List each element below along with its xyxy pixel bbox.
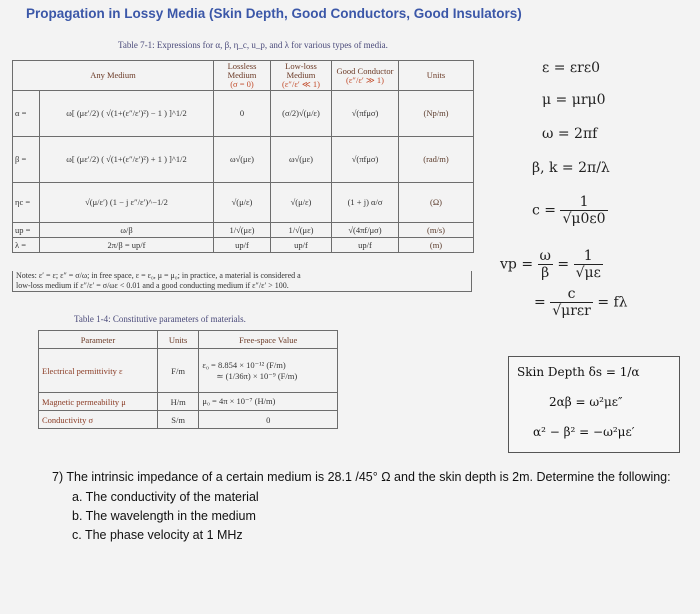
- row-up-lowloss: 1/√(με): [271, 223, 332, 238]
- t14-row-permittivity-value: [199, 349, 338, 393]
- t14-permittivity-value-2: ≃ (1/36π) × 10⁻⁹ (F/m): [216, 370, 298, 381]
- header-good-conductor: [332, 61, 399, 91]
- row-eta-units: (Ω): [399, 183, 474, 223]
- t14-row-permittivity-param: Electrical permittivity ε: [39, 349, 158, 393]
- header-lowloss-label: Low-loss Medium: [285, 61, 317, 81]
- header-lowloss: [271, 61, 332, 91]
- t14-row-conductivity-param: Conductivity σ: [39, 411, 158, 429]
- eq-c-fraction: [560, 194, 607, 227]
- eq-vp2-den: √μrεr: [552, 303, 591, 319]
- row-up-any: ω/β: [40, 223, 214, 238]
- notes-line-1: Notes: ε′ = ε; ε″ = σ/ω; in free space, ε = ε₀, μ = μ₀; in practice, a material is considered a: [16, 271, 301, 280]
- t14-row-conductivity-value: 0: [199, 411, 338, 429]
- row-alpha-lossless: 0: [214, 91, 271, 137]
- row-alpha-units: (Np/m): [399, 91, 474, 137]
- row-beta-lowloss: ω√(με): [271, 137, 332, 183]
- t14-header-units: Units: [157, 331, 199, 349]
- notes-line-2: low-loss medium if ε″/ε′ = σ/ωε < 0.01 and a good conducting medium if ε″/ε′ > 100.: [16, 281, 289, 290]
- t14-row-permittivity-units: F/m: [157, 349, 199, 393]
- row-lambda-label: λ =: [13, 238, 40, 253]
- question-7b: b. The wavelength in the medium: [72, 509, 256, 523]
- skin-depth-box: [508, 356, 680, 453]
- t14-row-permeability-param: Magnetic permeability μ: [39, 393, 158, 411]
- eq-vp-f2-num: 1: [574, 248, 603, 265]
- eq-vp2-num: c: [550, 286, 593, 303]
- eq-permeability: μ = μrμ0: [542, 92, 606, 108]
- eq-vp-frac1: [538, 248, 553, 281]
- eq-vp-equals: =: [557, 256, 570, 273]
- eq-c-num: 1: [560, 194, 607, 211]
- row-lambda-units: (m): [399, 238, 474, 253]
- eq-c-lhs: c =: [532, 202, 557, 219]
- row-eta-lowloss: √(μ/ε): [271, 183, 332, 223]
- t14-row-permeability-units: H/m: [157, 393, 199, 411]
- page-title: Propagation in Lossy Media (Skin Depth, Good Conductors, Good Insulators): [26, 6, 522, 21]
- eq-phase-velocity-2: [534, 286, 628, 319]
- eq-wavenumber: β, k = 2π/λ: [532, 160, 610, 176]
- skin-2ab-eq: 2αβ = ω²με″: [549, 395, 623, 409]
- header-units: Units: [399, 61, 474, 91]
- row-up-label: up =: [13, 223, 40, 238]
- row-lambda-lossless: up/f: [214, 238, 271, 253]
- row-eta-any: √(μ/ε′) (1 − j ε″/ε′)^−1/2: [40, 183, 214, 223]
- table-7-1: [12, 60, 474, 253]
- skin-depth-eq: Skin Depth δs = 1/α: [517, 365, 640, 379]
- table-1-4: [38, 330, 338, 429]
- row-lambda-lowloss: up/f: [271, 238, 332, 253]
- header-lowloss-cond: (ε″/ε′ ≪ 1): [282, 78, 320, 89]
- eq-vp-f1-den: β: [541, 265, 550, 281]
- t14-row-conductivity-units: S/m: [157, 411, 199, 429]
- t14-permittivity-value-1: ε₀ = 8.854 × 10⁻¹² (F/m): [202, 359, 286, 370]
- row-up-good: √(4πf/μσ): [332, 223, 399, 238]
- header-good-label: Good Conductor: [336, 65, 394, 76]
- header-lossless: [214, 61, 271, 91]
- row-alpha-good: √(πfμσ): [332, 91, 399, 137]
- t14-row-permeability-value: μ₀ = 4π × 10⁻⁷ (H/m): [199, 393, 338, 411]
- row-alpha-label: α =: [13, 91, 40, 137]
- t14-header-parameter: Parameter: [39, 331, 158, 349]
- row-beta-lossless: ω√(με): [214, 137, 271, 183]
- table-1-4-caption: Table 1-4: Constitutive parameters of materials.: [74, 314, 246, 324]
- t14-header-value: Free-space Value: [199, 331, 338, 349]
- row-beta-any: ω[ (με′/2) ( √(1+(ε″/ε′)²) + 1 ) ]^1/2: [40, 137, 214, 183]
- row-alpha-lowloss: (σ/2)√(μ/ε): [271, 91, 332, 137]
- eq-vp2-equals: =: [534, 294, 546, 311]
- row-eta-lossless: √(μ/ε): [214, 183, 271, 223]
- skin-a2b2-eq: α² − β² = −ω²με′: [533, 425, 635, 439]
- header-good-cond: (ε″/ε′ ≫ 1): [346, 74, 384, 85]
- eq-angular-frequency: ω = 2πf: [542, 126, 598, 142]
- question-7c: c. The phase velocity at 1 MHz: [72, 528, 243, 542]
- eq-speed-of-light: [532, 194, 608, 227]
- row-alpha-any: ω[ (με′/2) ( √(1+(ε″/ε′)²) − 1 ) ]^1/2: [40, 91, 214, 137]
- header-lossless-label: Lossless Medium: [227, 61, 257, 81]
- table-7-1-notes: [12, 271, 472, 292]
- eq-vp2-rhs: = fλ: [597, 294, 628, 311]
- eq-vp-f2-den: √με: [575, 265, 601, 281]
- row-eta-good: (1 + j) α/σ: [332, 183, 399, 223]
- eq-vp-frac2: [574, 248, 603, 281]
- row-lambda-good: up/f: [332, 238, 399, 253]
- question-7a: a. The conductivity of the material: [72, 490, 259, 504]
- row-beta-label: β =: [13, 137, 40, 183]
- eq-vp2-frac: [550, 286, 593, 319]
- row-beta-good: √(πfμσ): [332, 137, 399, 183]
- eq-c-den: √μ0ε0: [562, 211, 606, 227]
- row-up-lossless: 1/√(με): [214, 223, 271, 238]
- header-lossless-cond: (σ = 0): [230, 78, 254, 89]
- row-up-units: (m/s): [399, 223, 474, 238]
- question-7: 7) The intrinsic impedance of a certain medium is 28.1 /45° Ω and the skin depth is 2m. Determine the following:: [52, 470, 671, 484]
- row-eta-label: ηc =: [13, 183, 40, 223]
- eq-phase-velocity: [500, 248, 603, 281]
- eq-vp-f1-num: ω: [539, 248, 551, 264]
- row-beta-units: (rad/m): [399, 137, 474, 183]
- eq-permittivity: ε = εrε0: [542, 60, 600, 76]
- eq-vp-lhs: vp =: [500, 256, 534, 273]
- table-7-1-caption: Table 7-1: Expressions for α, β, η_c, u_p, and λ for various types of media.: [118, 40, 388, 50]
- header-any-medium: Any Medium: [13, 61, 214, 91]
- row-lambda-any: 2π/β = up/f: [40, 238, 214, 253]
